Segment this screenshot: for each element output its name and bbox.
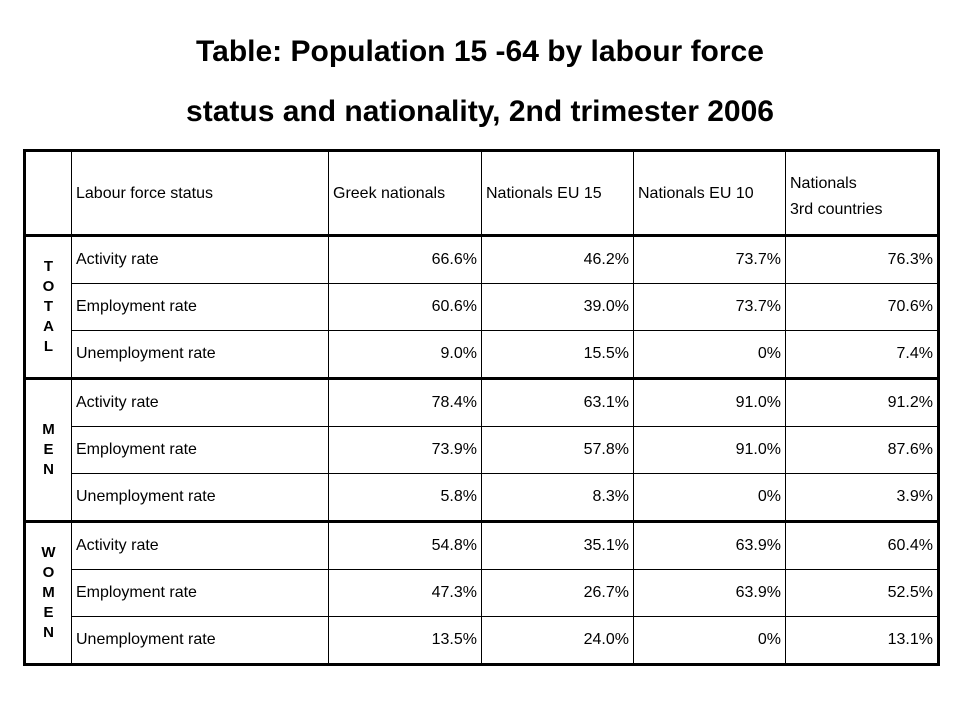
row-status-label: Activity rate <box>72 236 329 284</box>
table-header-row <box>26 152 938 236</box>
header-greek-nationals: Greek nationals <box>329 152 482 236</box>
cell-third: 91.2% <box>786 379 938 427</box>
header-labour-force-status: Labour force status <box>72 152 329 236</box>
header-nationals-eu15: Nationals EU 15 <box>482 152 634 236</box>
group-label-women: WOMEN <box>26 522 72 664</box>
labour-force-table <box>25 151 938 664</box>
cell-eu15: 57.8% <box>482 427 634 474</box>
row-status-label: Employment rate <box>72 427 329 474</box>
cell-third: 60.4% <box>786 522 938 570</box>
row-status-label: Employment rate <box>72 284 329 331</box>
cell-greek: 13.5% <box>329 617 482 664</box>
table-row <box>26 522 938 570</box>
cell-eu15: 63.1% <box>482 379 634 427</box>
header-3rd-line-1: Nationals <box>790 175 857 192</box>
table-row <box>26 427 938 474</box>
table-row <box>26 331 938 379</box>
cell-eu15: 24.0% <box>482 617 634 664</box>
title-line-2: status and nationality, 2nd trimester 2006 <box>186 95 774 128</box>
table-row <box>26 570 938 617</box>
cell-third: 7.4% <box>786 331 938 379</box>
title-line-1: Table: Population 15 -64 by labour force <box>196 35 764 68</box>
header-3rd-line-2: 3rd countries <box>790 201 883 218</box>
header-corner-cell <box>26 152 72 236</box>
cell-eu10: 63.9% <box>634 522 786 570</box>
cell-eu10: 91.0% <box>634 379 786 427</box>
table-row <box>26 617 938 664</box>
cell-eu10: 73.7% <box>634 236 786 284</box>
cell-eu10: 0% <box>634 617 786 664</box>
header-nationals-eu10: Nationals EU 10 <box>634 152 786 236</box>
cell-third: 70.6% <box>786 284 938 331</box>
cell-third: 76.3% <box>786 236 938 284</box>
cell-greek: 73.9% <box>329 427 482 474</box>
group-label-men: MEN <box>26 379 72 522</box>
cell-greek: 60.6% <box>329 284 482 331</box>
row-status-label: Activity rate <box>72 522 329 570</box>
cell-eu10: 0% <box>634 331 786 379</box>
cell-eu15: 15.5% <box>482 331 634 379</box>
row-status-label: Unemployment rate <box>72 474 329 522</box>
cell-third: 13.1% <box>786 617 938 664</box>
header-nationals-3rd-countries <box>786 152 938 236</box>
row-status-label: Unemployment rate <box>72 617 329 664</box>
cell-third: 52.5% <box>786 570 938 617</box>
cell-eu15: 8.3% <box>482 474 634 522</box>
cell-greek: 66.6% <box>329 236 482 284</box>
cell-greek: 54.8% <box>329 522 482 570</box>
cell-eu10: 73.7% <box>634 284 786 331</box>
table-row <box>26 284 938 331</box>
cell-eu15: 46.2% <box>482 236 634 284</box>
cell-eu15: 39.0% <box>482 284 634 331</box>
table-row <box>26 236 938 284</box>
row-status-label: Activity rate <box>72 379 329 427</box>
group-label-total: TOTAL <box>26 236 72 379</box>
table-row <box>26 379 938 427</box>
page-title <box>40 22 920 142</box>
cell-third: 87.6% <box>786 427 938 474</box>
cell-eu10: 91.0% <box>634 427 786 474</box>
cell-greek: 47.3% <box>329 570 482 617</box>
cell-greek: 78.4% <box>329 379 482 427</box>
row-status-label: Unemployment rate <box>72 331 329 379</box>
cell-eu10: 63.9% <box>634 570 786 617</box>
cell-greek: 9.0% <box>329 331 482 379</box>
row-status-label: Employment rate <box>72 570 329 617</box>
cell-third: 3.9% <box>786 474 938 522</box>
cell-greek: 5.8% <box>329 474 482 522</box>
cell-eu15: 26.7% <box>482 570 634 617</box>
cell-eu15: 35.1% <box>482 522 634 570</box>
table-row <box>26 474 938 522</box>
cell-eu10: 0% <box>634 474 786 522</box>
